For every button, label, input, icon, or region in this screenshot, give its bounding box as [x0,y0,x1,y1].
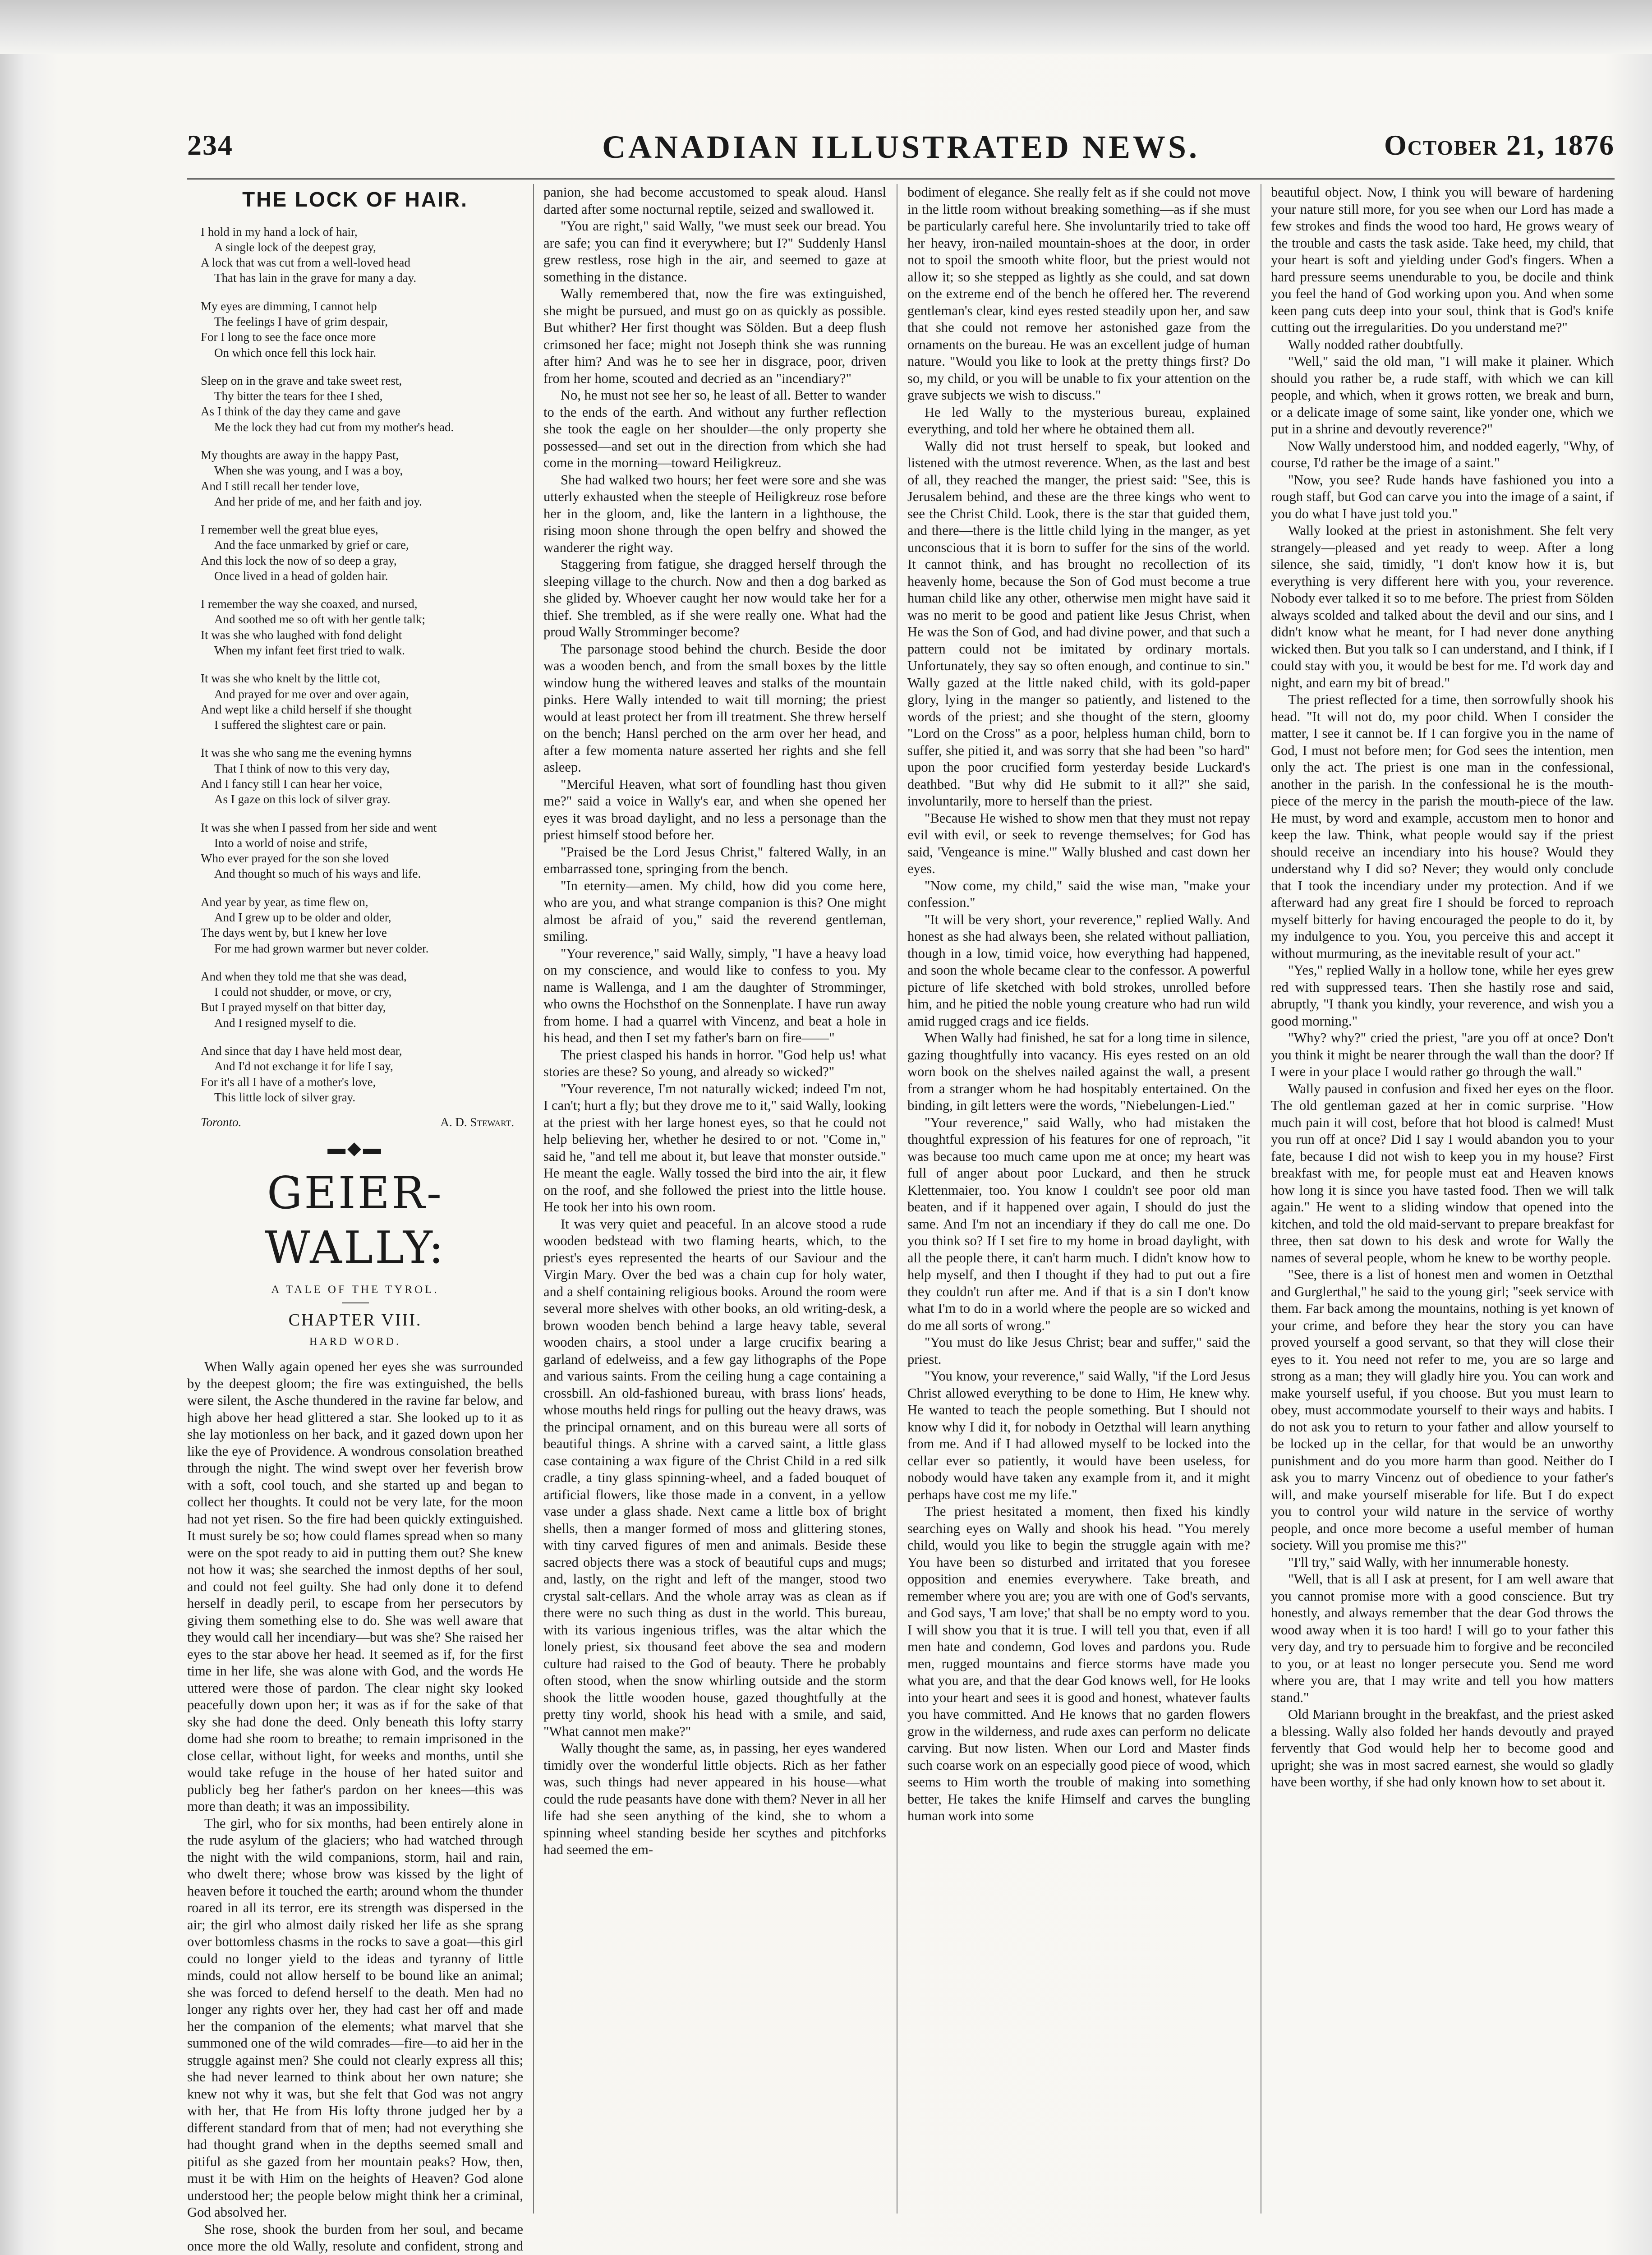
poem-signature [187,1115,523,1131]
poem-line: As I think of the day they came and gave [201,405,401,419]
poem-line: And wept like a child herself if she thought [201,702,412,716]
poem-line: For it's all I have of a mother's love, [201,1075,376,1089]
poem-stanza [187,373,523,435]
poem-line: That I think of now to this very day, [214,761,390,775]
poem-line: And year by year, as time flew on, [201,895,368,909]
poem-line: And I resigned myself to die. [214,1016,356,1030]
poem-line: My thoughts are away in the happy Past, [201,448,399,462]
article-paragraph: "Well, that is all I ask at present, for I am well aware that you cannot promise more with a good conscience. But try honestly, and always remember that the dear God throws the wood away when it is too hard! I will go to your father this very day, and try to persuade him to forgive and be reconciled to you, or at least no longer persecute you. Send me word where you are, that I may write and tell you how matters stand." [1271,1571,1614,1705]
column-2 [543,184,886,2214]
article-paragraph: "See, there is a list of honest men and women in Oetzthal and Gurglerthal," he said to the young girl; "seek service with them. Far back among the mountains, nothing is yet known of your crime, and before they hear the story you can have proved yourself a good servant, so that they will close their eyes to it. You need not refer to me, you are so large and strong as a man; they will gladly hire you. You can work and make yourself useful, if you choose. But you must learn to obey, must accommodate yourself to their ways and habits. I do not ask you to return to your father and allow yourself to be locked up in the cellar, for that would be an unworthy punishment and do you more harm than good. Neither do I ask you to marry Vincenz out of obedience to your father's will, and make yourself miserable for life. But I do expect you to control your wild nature in the service of worthy people, and once more become a useful member of human society. Will you promise me this?" [1271,1267,1614,1553]
poem-author: A. D. Stewart. [440,1115,514,1129]
article-paragraph: "Your reverence," said Wally, simply, "I have a heavy load on my conscience, and would like to confess to you. My name is Wallenga, and I am the daughter of Stromminger, who owns the Hochsthof on the Sonnenplate. I have run away from home. I had a quarrel with Vincenz, and beat a hole in his head, and then I set my father's barn on fire——" [543,945,886,1045]
article-paragraph: "Merciful Heaven, what sort of foundling hast thou given me?" said a voice in Wally's ear, and when she opened her eyes it was broad daylight, and no less a personage than the priest himself stood before her. [543,776,886,842]
masthead: CANADIAN ILLUSTRATED NEWS. [602,129,1200,165]
poem-line: Thy bitter the tears for thee I shed, [214,389,383,403]
column-text [187,1358,523,2255]
column-3 [907,184,1250,2214]
column-text [907,184,1250,1825]
poem-line: The days went by, but I knew her love [201,926,387,940]
poem-body [187,224,523,1105]
poem-place: Toronto. [201,1115,242,1129]
poem-line: And soothed me so oft with her gentle talk; [214,612,425,626]
poem-line: It was she when I passed from her side and went [201,820,437,834]
article-paragraph: She had walked two hours; her feet were sore and she was utterly exhausted when the steeple of Heiligkreuz rose before her in the gloom, and, like the lantern in a lighthouse, the rising moon shone through the open belfry and showed the wanderer the right way. [543,472,886,555]
poem-line: Me the lock they had cut from my mother's head. [214,420,454,434]
poem-title: THE LOCK OF HAIR. [242,188,468,211]
poem-line: And the face unmarked by grief or care, [214,538,409,552]
poem-line: And I fancy still I can hear her voice, [201,777,382,791]
poem-line: It was she who sang me the evening hymns [201,746,412,760]
short-rule [342,1302,369,1303]
poem-line: I could not shudder, or move, or cry, [214,985,392,999]
article-paragraph: Wally remembered that, now the fire was extinguished, she might be pursued, and must go on as quickly as possible. But whither? Her first thought was Sölden. But a deep flush crimsoned her face; might not Joseph think she was running after him? And was he to see her in disgrace, poor, driven from her home, scouted and decried as an "incendiary?" [543,286,886,386]
article-paragraph: He led Wally to the mysterious bureau, explained everything, and told her where he obtained them all. [907,404,1250,437]
article-paragraph: Now Wally understood him, and nodded eagerly, "Why, of course, I'd rather be the image of a saint." [1271,438,1614,470]
poem-line: And I'd not exchange it for life I say, [214,1059,393,1073]
serial-subtitle: A TALE OF THE TYROL. [271,1284,439,1296]
article-paragraph: "Praised be the Lord Jesus Christ," faltered Wally, in an embarrassed tone, springing from the bench. [543,844,886,876]
poem-line: My eyes are dimming, I cannot help [201,299,377,313]
poem-line: And when they told me that she was dead, [201,969,407,983]
poem-line: And thought so much of his ways and life. [214,867,421,881]
poem-line: And prayed for me over and over again, [214,687,409,701]
column-text [1271,184,1614,1791]
poem-line: And this lock the now of so deep a gray, [201,553,397,567]
article-paragraph: No, he must not see her so, he least of all. Better to wander to the ends of the earth. And without any further reflection she took the eagle on her shoulder—the only property she possessed—and set out in the direction from which she had come in the morning—toward Heiligkreuz. [543,387,886,470]
poem-line: When my infant feet first tried to walk. [214,644,405,658]
article-paragraph: "Now come, my child," said the wise man, "make your confession." [907,878,1250,910]
article-paragraph: "Why? why?" cried the priest, "are you off at once? Don't you think it might be nearer through the wall than the door? If I were in your place I would rather go through the wall." [1271,1030,1614,1079]
poem-line: For me had grown warmer but never colder. [214,941,429,955]
article-paragraph: "In eternity—amen. My child, how did you come here, who are you, and what strange companion is this? One might almost be afraid of you," said the reverend gentleman, smiling. [543,878,886,944]
poem-line: For I long to see the face once more [201,330,376,344]
chapter-heading: CHAPTER VIII. [288,1310,422,1330]
poem-line: A lock that was cut from a well-loved head [201,256,410,270]
article-paragraph: "It will be very short, your reverence," replied Wally. And honest as she had always been, she related without palliation, though in a low, timid voice, how everything had happened, and soon the whole became clear to the confessor. A powerful picture of life sketched with bold strokes, unrolled before him, and he pitied the noble young creature who had run wild amid rugged crags and ice fields. [907,911,1250,1029]
poem-line: As I gaze on this lock of silver gray. [214,792,391,806]
article-paragraph: panion, she had become accustomed to speak aloud. Hansl darted after some nocturnal reptile, seized and swallowed it. [543,184,886,217]
poem-line: I remember well the great blue eyes, [201,523,378,537]
article-paragraph: It was very quiet and peaceful. In an alcove stood a rude wooden bedstead with two flaming hearts, which, to the priest's eyes represented the hearts of our Saviour and the Virgin Mary. Over the bed was a chain cup for holy water, and a shelf containing religious books. Around the room were several more shelves with other books, an old writing-desk, a brown wooden bench behind a large heavy table, several wooden chairs, a stool under a large crucifix bearing a garland of edelweiss, and a few gay lithographs of the Pope and various saints. From the ceiling hung a cage containing a crossbill. An old-fashioned bureau, with brass lions' heads, whose mouths held rings for pulling out the heavy draws, was the principal ornament, and on this bureau were all sorts of beautiful things. A shrine with a carved saint, a little glass case containing a wax figure of the Christ Child in a red silk cradle, a tiny glass spinning-wheel, and a faded bouquet of artificial flowers, like those made in a convent, in a yellow vase under a glass shade. Next came a little box of bright shells, then a manger formed of moss and glittering stones, with tiny carved figures of men and animals. Beside these sacred objects there was a stock of beautiful cups and mugs; and, lastly, on the right and left of the manger, stood two crystal salt-cellars. And the whole array was as clean as if there were no such thing as dust in the world. This bureau, with its various ingenious trifles, was the altar which the lonely priest, six thousand feet above the sea and modern culture had raised to the God of beauty. There he probably often stood, when the snow whirling outside and the storm shook the little wooden house, gazed thoughtfully at the pretty tiny world, shook his head with a smile, and said, "What cannot men make?" [543,1216,886,1739]
poem-line: The feelings I have of grim despair, [214,314,388,328]
poem-stanza [187,1043,523,1105]
column-1 [187,184,523,2254]
article-paragraph: Wally paused in confusion and fixed her eyes on the floor. The old gentleman gazed at her in comic surprise. "How much pain it will cost, before that hot blood is calmed! Must you run off at once? Did I say I would abandon you to your fate, because I did not wish to keep you in my house? First breakfast with me, for people must eat and Heaven knows how long it is since you have tasted food. Then we will talk again." He went to a sliding window that opened into the kitchen, and told the old maid-servant to prepare breakfast for three, then sat down to his desk and wrote for Wally the names of several people, whom he knew to be worthy people. [1271,1081,1614,1266]
poem-line: That has lain in the grave for many a day. [214,271,417,285]
poem-stanza [187,447,523,509]
poem-line: On which once fell this lock hair. [214,345,377,359]
article-paragraph: When Wally again opened her eyes she was surrounded by the deepest gloom; the fire was extinguished, the bells were silent, the Asche thundered in the ravine far below, and high above her head glittered a star. She looked up to it as she lay motionless on her back, and it gazed down upon her like the eye of Providence. A wondrous consolation breathed through the night. The wind swept over her feverish brow with a soft, cool touch, and she started up and began to collect her thoughts. It could not be very late, for the moon had not yet risen. So the fire had been quickly extinguished. It must surely be so; how could flames spread when so many were on the spot ready to aid in putting them out? She knew not how it was; she searched the inmost depths of her soul, and could not feel guilty. She had only done it to defend herself in deadly peril, to escape from her persecutors by giving them something else to do. She was well aware that they would call her incendiary—but was she? She raised her eyes to the star above her head. It seemed as if, for the first time in her life, she was alone with God, and the words He uttered were those of pardon. The clear night sky looked peacefully down upon her; it was as if for the sake of that sky she had done the deed. Only beneath this lofty starry dome had she room to breathe; to remain imprisoned in the close cellar, without light, for weeks and months, until she would take refuge in the house of her hated suitor and publicly beg her father's pardon on her knees—this was more than death; it was an impossibility. [187,1359,523,1814]
column-divider [533,184,534,2214]
article-paragraph: The priest clasped his hands in horror. "God help us! what stories are these? So young, and already so wicked?" [543,1047,886,1079]
poem-stanza [187,820,523,882]
poem-line: I remember the way she coaxed, and nursed, [201,597,418,611]
serial-title: GEIER-WALLY: [265,1168,446,1274]
article-paragraph: beautiful object. Now, I think you will beware of hardening your nature still more, for you see when our Lord has made a few strokes and finds the wood too hard, He grows weary of the trouble and casts the task aside. Take heed, my child, that your heart is soft and yielding under God's fingers. When a hard pressure seems unendurable to you, be docile and think you feel the hand of God working upon you. And when some keen pang cuts deep into your soul, think that is God's knife cutting out the irregularities. Do you understand me?" [1271,184,1614,335]
article-paragraph: "I'll try," said Wally, with her innumerable honesty. [1288,1554,1569,1570]
section-ornament: ▬◆▬ [327,1138,383,1159]
article-paragraph: "Your reverence," said Wally, who had mistaken the thoughtful expression of his features for one of reproach, "it was because too much came upon me at once; my heart was full of anger about poor Luckard, and then he struck Klettenmaier, too. You know I couldn't see poor old man beaten, and if it happened over again, I should do just the same. And I'm not an incendiary if they do call me one. Do you think so? If I set fire to my home in broad daylight, with all the people there, it can't harm much. I didn't know how to help myself, and then I thought if they had to put out a fire they couldn't run after me. And if that is a sin I don't know what I'm to do in a world where the people are so wicked and do me all sorts of wrong." [907,1114,1250,1333]
article-paragraph: The priest reflected for a time, then sorrowfully shook his head. "It will not do, my poor child. When I consider the matter, I see it cannot be. If I can forgive you in the name of God, I must not before men; for God sees the intention, men only the act. The priest is one man in the confessional, another in the parish. In the confessional he is the mouth-piece of the mercy in the parish the mouth-piece of the law. He must, by word and example, accustom men to honor and keep the law. Think, what people would say if the priest should receive an incendiary into his house? Would they understand why I did so? Never; they would only conclude that I took the incendiary under my protection. And if we afterward had any great fire I should be forced to reproach myself bitterly for having encouraged the people to do it, by my indulgence to you. You, you perceive this and accept it without murmuring, as the inevitable result of your act." [1271,692,1614,961]
header-rule [187,178,1615,180]
poem-stanza [187,894,523,956]
article-paragraph: "You know, your reverence," said Wally, "if the Lord Jesus Christ allowed everything to be done to Him, He knew why. He wanted to teach the people something. But I should not know why I did it, for nobody in Oetzthal will learn anything from me. And if I had allowed myself to be locked into the cellar ever so patiently, it would have been useless, for nobody would have taken any example from it, and it might perhaps have cost me my life." [907,1368,1250,1502]
article-paragraph: The girl, who for six months, had been entirely alone in the rude asylum of the glaciers; who had watched through the night with the wild companions, storm, hail and rain, who dwelt there; whose brow was kissed by the light of heaven before it touched the earth; around whom the thunder roared in all its terror, ere its strength was dispersed in the air; the girl who almost daily risked her life as she sprang over bottomless chasms in the rocks to save a goat—this girl could no longer yield to the ideas and tyranny of little minds, could not allow herself to be bound like an animal; she was forced to defend herself to the death. Men had no longer any rights over her, they had cast her off and made her the companion of the elements; what marvel that she summoned one of the wild comrades—fire—to aid her in the struggle against men? She could not clearly express all this; she had never learned to think about her own nature; she knew not why it was, but she felt that God was not angry with her, that He from His lofty throne judged her by a different standard from that of men; had not everything she had thought grand when in the depths seemed small and pitiful as she gazed from her mountain peaks? How, then, must it be with Him on the heights of Heaven? God alone understood her; the people below might think her a criminal, God absolved her. [187,1815,523,2220]
article-paragraph: She rose, shook the burden from her soul, and became once more the old Wally, resolute and confident, strong and [187,2221,523,2254]
page-header [187,129,1615,176]
column-4 [1271,184,1614,2214]
poem-line: This little lock of silver gray. [214,1090,356,1104]
poem-line: I hold in my hand a lock of hair, [201,225,358,239]
poem-stanza [187,671,523,732]
article-paragraph: The parsonage stood behind the church. Beside the door was a wooden bench, and from the small boxes by the little window hung the withered leaves and stalks of the mountain pinks. Here Wally intended to wait till morning; the priest would at least protect her from ill treatment. She threw herself on the bench; Hansl perched on the arm over her head, and after a few momenta nature asserted her rights and she fell asleep. [543,641,886,775]
chapter-title: HARD WORD. [309,1335,401,1348]
article-paragraph: bodiment of elegance. She really felt as if she could not move in the little room without breaking something—as if she must be particularly careful here. She involuntarily tried to take off her heavy, iron-nailed mountain-shoes at the door, in order not to spoil the smooth white floor, but the priest would not allow it; so she stepped as lightly as she could, and sat down on the extreme end of the bench he offered her. The reverend gentleman's clear, kind eyes rested steadily upon her, and saw that she could not remove her astonished gaze from the ornaments on the bureau. He was an excellent judge of human nature. "Would you like to look at the pretty things first? Do so, my child, or you will be unable to fix your attention on the grave subjects we wish to discuss." [907,184,1250,403]
poem-line: When she was young, and I was a boy, [214,464,403,478]
article-paragraph: Staggering from fatigue, she dragged herself through the sleeping village to the church. Now and then a dog barked as she glided by. Whoever caught her now would take her for a thief. She trembled, as if she were really one. What had the proud Wally Stromminger become? [543,557,886,640]
poem-line: It was she who laughed with fond delight [201,628,402,642]
poem-line: Who ever prayed for the son she loved [201,851,389,865]
poem-line: A single lock of the deepest gray, [214,240,376,254]
article-paragraph: The priest hesitated a moment, then fixed his kindly searching eyes on Wally and shook his head. "You merely child, would you like to begin the struggle again with me? You have been so disturbed and irritated that you foresee opposition and enemies everywhere. Take breath, and remember where you are; you are with one of God's servants, and God says, 'I am love;' that shall be no empty word to you. I will show you that it is true. I will tell you that, even if all men hate and condemn, God loves and pardons you. Rude men, rugged mountains and fierce storms have made you what you are, and that the dear God knows well, for He looks into your heart and sees it is good and honest, whatever faults you have committed. And He knows that no garden flowers grow in the wilderness, and rude axes can perform no delicate carving. But now listen. When our Lord and Master finds such coarse work on an especially good piece of wood, which seems to Him worth the trouble of making into something better, He takes the knife Himself and carves the bungling human work into some [907,1504,1250,1823]
article-paragraph: "You are right," said Wally, "we must seek our bread. You are safe; you can find it everywhere; but I?" Suddenly Hansl grew restless, rose high in the air, and seemed to gaze at something in the distance. [543,218,886,285]
scan-edge-shadow [0,0,1652,54]
article-paragraph: Wally looked at the priest in astonishment. She felt very strangely—pleased and yet ready to weep. After a long silence, she said, timidly, "I don't know how it is, but everything is very different here with you, your reverence. Nobody ever talked it so to me before. The priest from Sölden always scolded and talked about the devil and our sins, and I didn't know what he meant, for I had never done anything wicked then. But you talk so I can understand, and I think, if I could stay with you, it would be best for me. I'd work day and night, and earn my bit of bread." [1271,523,1614,690]
article-paragraph: "Your reverence, I'm not naturally wicked; indeed I'm not, I can't; hurt a fly; but they drove me to it," said Wally, looking at the priest with her large honest eyes, so that he could not help believing her, whether he desired to or not. "Come in," said he, "and tell me about it, but leave that monster outside." He meant the eagle. Wally tossed the bird into the air, it flew on the roof, and she followed the priest into the little house. He took her into his own room. [543,1081,886,1215]
poem-stanza [187,522,523,584]
poem-line: And I still recall her tender love, [201,479,359,493]
poem-line: Into a world of noise and strife, [214,836,368,850]
article-paragraph: Wally thought the same, as, in passing, her eyes wandered timidly over the wonderful little objects. Rich as her father was, such things had never appeared in his house—what could the rude peasants have done with them? Never in all her life had she seen anything of the kind, she to whom a spinning wheel standing beside her scythes and pitchforks had seemed the em- [543,1740,886,1857]
article-paragraph: When Wally had finished, he sat for a long time in silence, gazing thoughtfully into vacancy. His eyes rested on an old worn book on the shelves nailed against the wall, a present from a stranger whom he had hospitably entertained. On the binding, in gilt letters were the words, "Niebelungen-Lied." [907,1030,1250,1113]
article-paragraph: Wally nodded rather doubtfully. [1288,336,1463,352]
poem-line: It was she who knelt by the little cot, [201,672,381,686]
poem-line: And I grew up to be older and older, [214,910,391,924]
poem-line: Once lived in a head of golden hair. [214,569,388,583]
poem-stanza [187,596,523,658]
poem-stanza [187,299,523,360]
poem-line: Sleep on in the grave and take sweet rest, [201,373,402,387]
article-paragraph: Wally did not trust herself to speak, but looked and listened with the utmost reverence. When, as the last and best of all, they reached the manger, the priest said: "See, this is Jerusalem behind, and these are the three kings who went to see the Christ Child. Look, there is the star that guided them, and there—there is the little child lying in the manger, as yet unconscious that it is born to suffer for the sins of the world. It cannot think, and has brought no recollection of its heavenly home, because the Son of God must become a true human child like any other, otherwise men might have said it was no merit to be good and patient like Jesus Christ, when He was the Son of God, and had divine power, and that such a pattern could not be imitated by ordinary mortals. Unfortunately, they say so often enough, and continue to sin." Wally gazed at the little naked child, with its gold-paper glory, lying in the manger so patiently, and listened to the words of the priest; and she thought of the stern, gloomy "Lord on the Cross" as a poor, helpless human child, born to suffer, she pitied it, and was sorry that she had been "so hard" upon the poor crucified form yesterday beside Luckard's deathbed. "But why did He submit to it all?" she said, involuntarily, more to herself than the priest. [907,438,1250,809]
poem-stanza [187,745,523,807]
page-number: 234 [187,129,233,161]
article-paragraph: "Now, you see? Rude hands have fashioned you into a rough staff, but God can carve you into the image of a saint, if you do what I have just told you." [1271,472,1614,521]
article-paragraph: "You must do like Jesus Christ; bear and suffer," said the priest. [907,1335,1250,1367]
poem-line: I suffered the slightest care or pain. [214,718,387,732]
article-paragraph: "Well," said the old man, "I will make it plainer. Which should you rather be, a rude staff, with which we can kill people, and which, when it grows rotten, we break and burn, or a delicate image of some saint, like yonder one, which we put in a shrine and devoutly reverence?" [1271,354,1614,437]
article-paragraph: "Because He wished to show men that they must not repay evil with evil, or seek to revenge themselves; for God has said, 'Vengeance is mine.'" Wally blushed and cast down her eyes. [907,810,1250,876]
issue-date: October 21, 1876 [1384,129,1615,161]
poem-stanza [187,224,523,286]
article-paragraph: Old Mariann brought in the breakfast, and the priest asked a blessing. Wally also folded her hands devoutly and prayed fervently that God would help her to become good and upright; she was in most sacred earnest, she would so gladly have been worthy, if she had only known how to set about it. [1271,1707,1614,1790]
poem-line: And her pride of me, and her faith and joy. [214,494,422,508]
article-paragraph: "Yes," replied Wally in a hollow tone, while her eyes grew red with suppressed tears. Then she hastily rose and said, abruptly, "I thank you kindly, your reverence, and wish you a good morning." [1271,962,1614,1029]
poem-line: And since that day I have held most dear, [201,1044,402,1058]
poem-stanza [187,969,523,1031]
poem-line: But I prayed myself on that bitter day, [201,1000,386,1014]
column-text [543,184,886,1859]
